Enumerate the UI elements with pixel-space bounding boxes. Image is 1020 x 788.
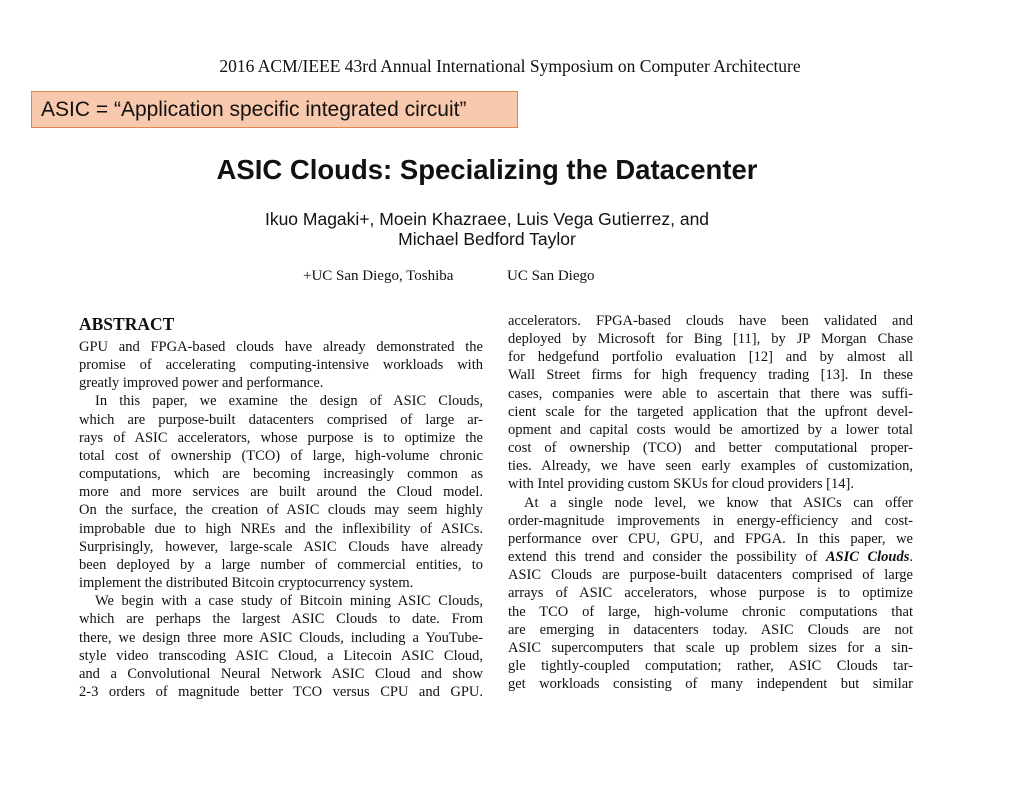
abstract-heading: ABSTRACT	[79, 314, 175, 334]
text-line: performance over CPU, GPU, and FPGA. In this paper, we	[508, 530, 913, 547]
left-column	[79, 312, 483, 701]
text-line: order-magnitude improvements in energy-efficiency and cost-	[508, 512, 913, 529]
authors-line-2: Michael Bedford Taylor	[398, 229, 576, 249]
text-line: rays of ASIC accelerators, whose purpose is to optimize the	[79, 429, 483, 446]
text-line: ASIC Clouds are purpose-built datacenters comprised of large	[508, 567, 913, 584]
right-column	[508, 312, 913, 701]
text-line: 2-3 orders of magnitude better TCO versus CPU and GPU.	[79, 683, 483, 700]
text-line: and a Convolutional Neural Network ASIC Cloud and show	[79, 665, 483, 682]
text-line: been deployed by a large number of commercial entities, to	[79, 556, 483, 573]
text-line: deployed by Microsoft for Bing [11], by JP Morgan Chase	[508, 331, 913, 348]
text-line: Surprisingly, however, large-scale ASIC Clouds have already	[79, 538, 483, 555]
authors-line-1: Ikuo Magaki+, Moein Khazraee, Luis Vega Gutierrez, and	[264, 209, 710, 229]
text-line: get workloads consisting of many independent but similar	[508, 676, 913, 693]
text-line: GPU and FPGA-based clouds have already demonstrated the	[79, 339, 483, 355]
text-line: gle tightly-coupled computation; rather, ASIC Clouds tar-	[508, 657, 913, 674]
affiliation-ucsd-toshiba: +UC San Diego, Toshiba	[303, 268, 454, 284]
text-line: cases, companies were able to ascertain that there was suffi-	[508, 385, 913, 402]
text-line-with-emphasis	[508, 548, 913, 566]
text-line: the TCO of large, high-volume chronic computations that	[508, 603, 913, 620]
text-line: arrays of ASIC accelerators, whose purpose is to optimize	[508, 585, 913, 602]
text-line: ASIC supercomputers that scale up problem sizes for a sin-	[508, 639, 913, 656]
text-line: promise of accelerating computing-intensive workloads with	[79, 357, 483, 374]
text-line: We begin with a case study of Bitcoin mining ASIC Clouds,	[95, 593, 483, 610]
text-line: greatly improved power and performance.	[79, 375, 324, 392]
text-line: On the surface, the creation of ASIC clouds may seem highly	[79, 502, 483, 519]
definition-callout: ASIC = “Application specific integrated circuit”	[31, 91, 518, 128]
text-line: which are perhaps the largest ASIC Clouds to date. From	[79, 611, 483, 628]
text-line: opment and capital costs would be amortized by a lower total	[508, 421, 913, 438]
text-line: are emerging in datacenters today. ASIC Clouds are not	[508, 621, 913, 638]
text-line: with Intel providing custom SKUs for cloud providers [14].	[508, 476, 854, 493]
text-line: ties. Already, we have seen early examples of customization,	[508, 458, 913, 475]
text-line: cost of ownership (TCO) and better computational proper-	[508, 440, 913, 457]
text-line: Wall Street firms for high frequency trading [13]. In these	[508, 367, 913, 384]
text-line: cient scale for the targeted application that the upfront devel-	[508, 403, 913, 420]
emphasized-term: ASIC Clouds	[825, 549, 910, 566]
text-line: style video transcoding ASIC Cloud, a Litecoin ASIC Cloud,	[79, 647, 483, 664]
text-line: improbable due to high NREs and the inflexibility of ASICs.	[79, 520, 483, 537]
conference-header: 2016 ACM/IEEE 43rd Annual International Symposium on Computer Architecture	[219, 56, 801, 76]
text-line: accelerators. FPGA-based clouds have been validated and	[508, 313, 913, 329]
text-line: At a single node level, we know that ASICs can offer	[524, 494, 913, 511]
author-list	[0, 209, 974, 249]
sentence-period: .	[909, 549, 913, 566]
text-line: there, we design three more ASIC Clouds, including a YouTube-	[79, 629, 483, 646]
paper-title: ASIC Clouds: Specializing the Datacenter	[216, 154, 758, 185]
text-line: In this paper, we examine the design of ASIC Clouds,	[95, 393, 483, 410]
text-line: more and more services are built around the Cloud model.	[79, 484, 483, 501]
text-line-start: extend this trend and consider the possibility of	[508, 549, 818, 566]
text-line: implement the distributed Bitcoin cryptocurrency system.	[79, 575, 414, 592]
text-line: which are purpose-built datacenters comprised of large ar-	[79, 411, 483, 428]
text-line: for hedgefund portfolio evaluation [12] and by almost all	[508, 349, 913, 366]
text-line: total cost of ownership (TCO) of large, high-volume chronic	[79, 447, 483, 464]
affiliation-ucsd: UC San Diego	[507, 268, 595, 284]
text-line: computations, which are becoming increasingly common as	[79, 466, 483, 483]
